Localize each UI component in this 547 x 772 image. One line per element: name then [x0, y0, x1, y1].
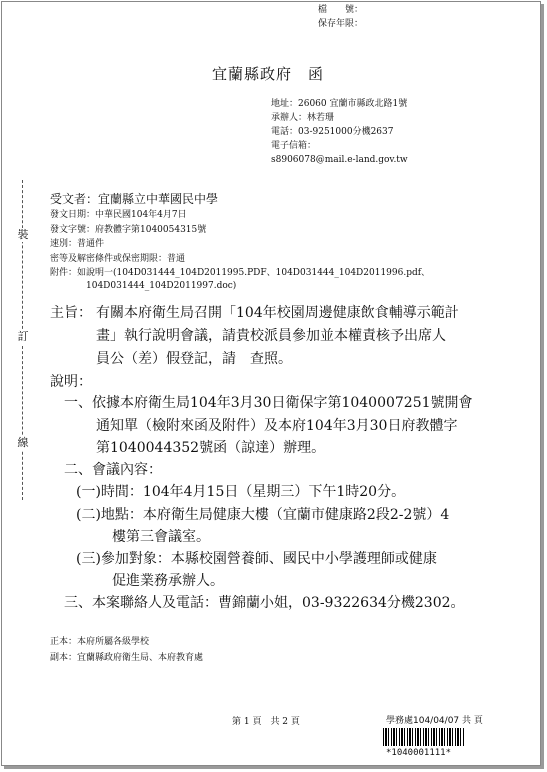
recipient: 受文者：宜蘭縣立中華國民中學 — [50, 192, 219, 206]
page-number: 第 1 頁 共 2 頁 — [232, 717, 300, 727]
explanation-item-2-sub-3-line-2: 促進業務承辦人。 — [112, 573, 224, 589]
explanation-item-2-sub-1: (一)時間：104年4月15日（星期三）下午1時20分。 — [76, 484, 406, 500]
subject-line-3: 員公（差）假登記，請 查照。 — [96, 351, 292, 367]
file-number-label: 檔 號： — [318, 5, 364, 15]
subject-label: 主旨： — [50, 305, 92, 321]
subject-line-2: 畫」執行說明會議，請貴校派員參加並本權責核予出席人 — [96, 328, 446, 344]
explanation-label: 說明： — [50, 374, 92, 390]
explanation-item-1-line-2: 通知單（檢附來函及附件）及本府104年3月30日府教體字 — [96, 418, 458, 434]
phone: 電話：03-9251000分機2637 — [271, 127, 394, 137]
attachments-line-1: 附件：如說明一(104D031444_104D2011995.PDF、104D031444_104D2011996.pdf、 — [50, 268, 431, 278]
barcode — [383, 728, 465, 746]
distribution-copy: 副本：宜蘭縣政府衛生局、本府教育處 — [50, 653, 204, 663]
explanation-item-1-line-1: 一、依據本府衛生局104年3月30日衛保字第1040007251號開會 — [64, 395, 473, 411]
email-label: 電子信箱： — [271, 141, 317, 151]
binding-char-ding: 訂 — [15, 330, 31, 344]
email: s8906078@mail.e-land.gov.tw — [271, 155, 408, 165]
document-title: 宜蘭縣政府 函 — [212, 65, 325, 83]
explanation-item-2-sub-3-line-1: (三)參加對象：本縣校園營養師、國民中小學護理師或健康 — [76, 551, 437, 567]
receipt-stamp: 學務處104/04/07 共 頁 — [386, 716, 483, 726]
doc-number: 發文字號：府教體字第1040054315號 — [50, 225, 207, 235]
speed: 速別：普通件 — [50, 239, 105, 249]
distribution-main: 正本：本府所屬各級學校 — [50, 637, 150, 647]
attachments-line-2: 104D031444_104D2011997.doc) — [86, 281, 237, 291]
explanation-item-2-sub-2-line-1: (二)地點：本府衛生局健康大樓（宜蘭市健康路2段2-2號）4 — [76, 507, 450, 523]
binding-char-zhuang: 裝 — [15, 228, 31, 242]
barcode-text: *1040001111* — [386, 748, 452, 758]
address: 地址：26060 宜蘭市縣政北路1號 — [271, 99, 408, 109]
security-level: 密等及解密條件或保密期限：普通 — [50, 254, 186, 264]
explanation-item-2-sub-2-line-2: 樓第三會議室。 — [112, 529, 210, 545]
handler: 承辦人：林若珊 — [271, 113, 335, 123]
explanation-item-1-line-3: 第1040044352號函（諒達）辦理。 — [96, 440, 326, 456]
explanation-item-3: 三、本案聯絡人及電話：曹錦蘭小姐，03-9322634分機2302。 — [64, 595, 465, 611]
subject-line-1: 有關本府衛生局召開「104年校園周邊健康飲食輔導示範計 — [96, 305, 459, 321]
issue-date: 發文日期：中華民國104年4月7日 — [50, 210, 187, 220]
binding-margin — [15, 180, 31, 500]
binding-char-xian: 線 — [15, 436, 31, 450]
retention-label: 保存年限： — [318, 19, 364, 29]
explanation-item-2: 二、會議內容： — [64, 462, 162, 478]
